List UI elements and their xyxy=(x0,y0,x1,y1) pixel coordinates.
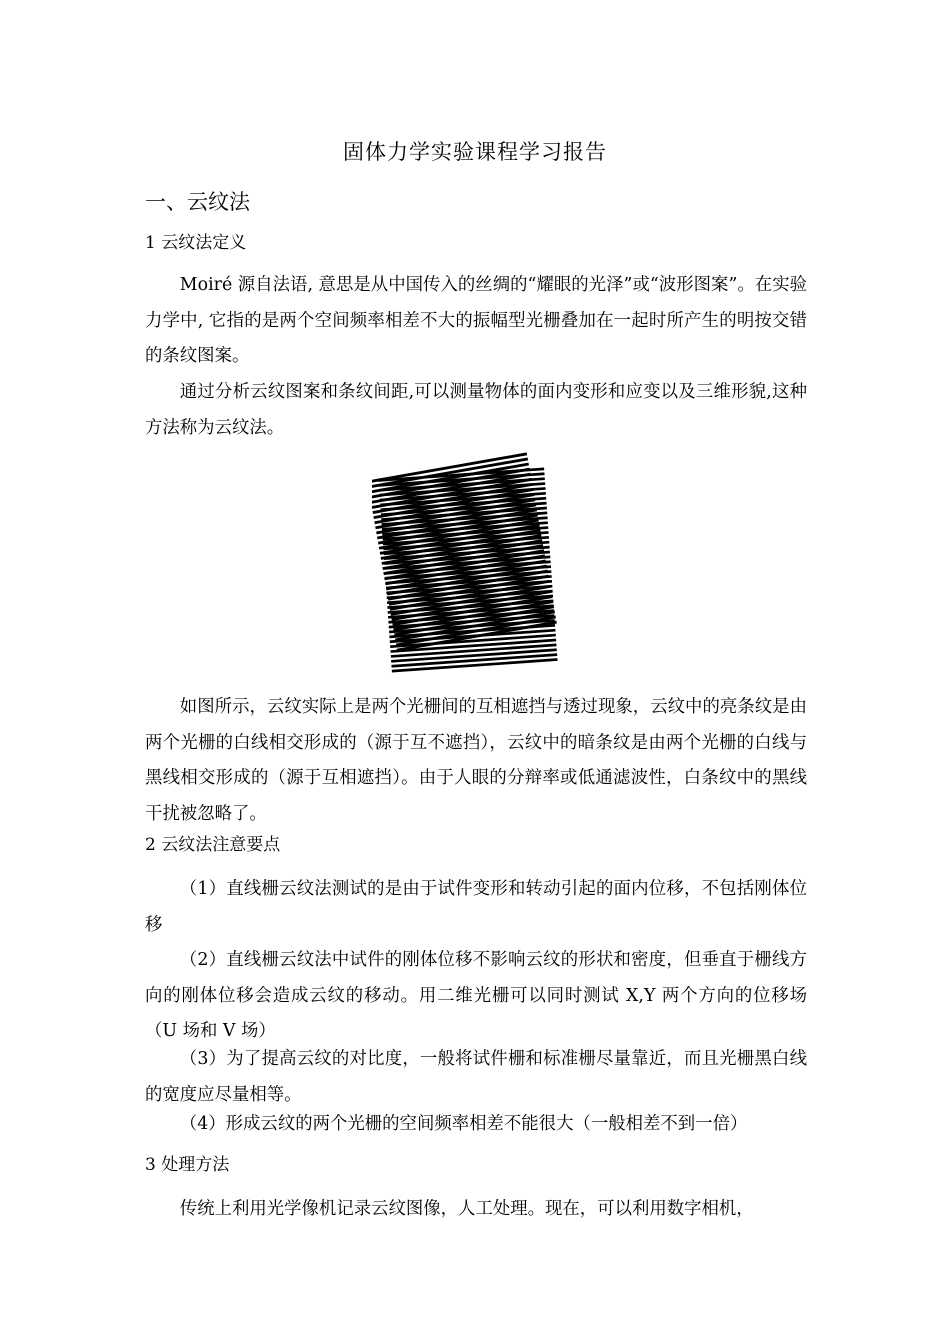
note-item-3: （3）为了提高云纹的对比度，一般将试件栅和标准栅尽量靠近，而且光栅黑白线的宽度应尽量相等。 xyxy=(145,1049,807,1105)
document-title: 固体力学实验课程学习报告 xyxy=(343,140,607,164)
note-item-1: （1）直线栅云纹法测试的是由于试件变形和转动引起的面内位移，不包括刚体位移 xyxy=(145,879,807,935)
section-heading-moire: 一、云纹法 xyxy=(145,190,250,214)
note-item-2: （2）直线栅云纹法中试件的刚体位移不影响云纹的形状和密度，但垂直于栅线方向的刚体位移会造成云纹的移动。用二维光栅可以同时测试 X,Y 两个方向的位移场（U 场和 V 场） xyxy=(145,950,807,1041)
subsection-heading-notes: 2 云纹法注意要点 xyxy=(145,835,281,855)
paragraph-moire-origin: Moiré 源自法语, 意思是从中国传入的丝绸的“耀眼的光泽”或“波形图案”。在实验力学中, 它指的是两个空间频率相差不大的振幅型光栅叠加在一起时所产生的明按交错的条纹图案。 xyxy=(145,275,807,366)
subsection-heading-definition: 1 云纹法定义 xyxy=(145,233,247,253)
subsection-heading-processing: 3 处理方法 xyxy=(145,1155,230,1175)
paragraph-processing: 传统上利用光学像机记录云纹图像，人工处理。现在，可以利用数字相机， xyxy=(179,1199,754,1219)
paragraph-moire-explanation: 如图所示，云纹实际上是两个光栅间的互相遮挡与透过现象，云纹中的亮条纹是由两个光栅的白线相交形成的（源于互不遮挡），云纹中的暗条纹是由两个光栅的白线与黑线相交形成的（源于互相遮挡）。由于人眼的分辩率或低通滤波性，白条纹中的黑线干扰被忽略了。 xyxy=(145,697,807,824)
paragraph-moire-method: 通过分析云纹图案和条纹间距,可以测量物体的面内变形和应变以及三维形貌,这种方法称为云纹法。 xyxy=(145,382,807,438)
note-item-4: （4）形成云纹的两个光栅的空间频率相差不能很大（一般相差不到一倍） xyxy=(179,1114,748,1134)
moire-grating-figure xyxy=(372,440,558,684)
